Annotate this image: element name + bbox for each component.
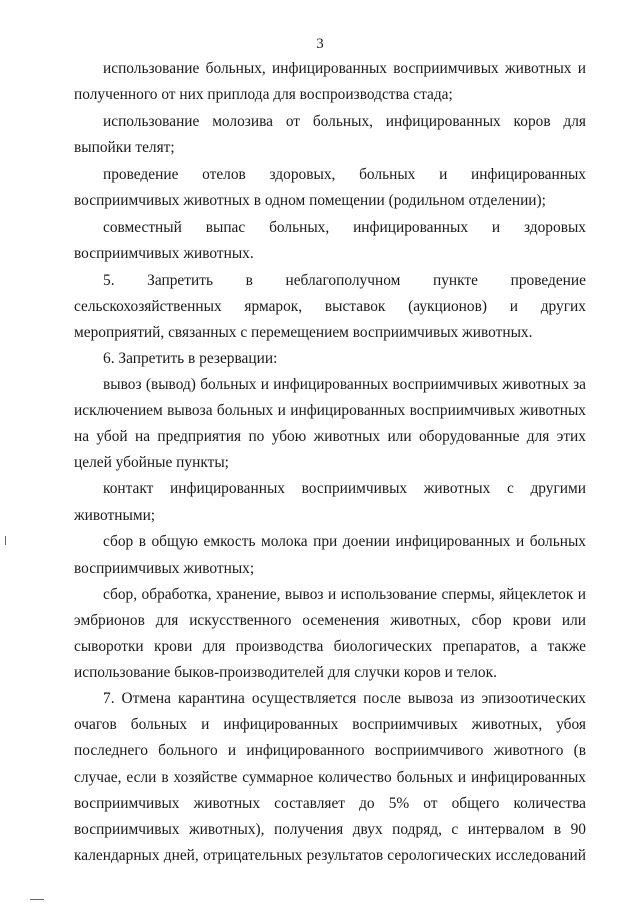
text-line: животными; — [74, 507, 156, 524]
text-line: календарных дней, отрицательных результатов серологических исследований — [74, 847, 586, 864]
text-line: восприимчивых животных составляет до 5% от общего количества — [74, 795, 586, 812]
text-line: 7. Отмена карантина осуществляется после вывоза из эпизоотических — [103, 690, 586, 707]
text-line: исключением вывоза больных и инфицированных восприимчивых животных — [74, 402, 586, 419]
text-line: полученного от них приплода для воспроизводства стада; — [74, 86, 453, 103]
text-line: эмбрионов для искусственного осеменения животных, сбор крови или — [74, 612, 586, 629]
text-line: использование больных, инфицированных восприимчивых животных и — [103, 60, 586, 77]
text-line: на убой на предприятия по убою животных или оборудованные для этих — [74, 428, 586, 445]
text-line: 5. Запретить в неблагополучном пункте проведение — [103, 272, 586, 289]
text-line: использование молозива от больных, инфицированных коров для — [103, 113, 586, 130]
text-line: восприимчивых животных), получения двух подряд, с интервалом в 90 — [74, 821, 586, 838]
text-line: очагов больных и инфицированных восприимчивых животных, убоя — [74, 716, 586, 733]
scan-mark-bottom — [30, 899, 44, 900]
text-line: контакт инфицированных восприимчивых животных с другими — [103, 480, 586, 497]
text-line: восприимчивых животных; — [74, 560, 255, 577]
text-line: мероприятий, связанных с перемещением восприимчивых животных. — [74, 324, 533, 341]
text-line: сельскохозяйственных ярмарок, выставок (аукционов) и других — [74, 298, 586, 315]
text-line: 6. Запретить в резервации: — [103, 350, 278, 367]
text-line: совместный выпас больных, инфицированных и здоровых — [103, 219, 586, 236]
text-line: целей убойные пункты; — [74, 454, 229, 471]
text-line: случае, если в хозяйстве суммарное количество больных и инфицированных — [74, 769, 586, 786]
page-number: 3 — [316, 36, 324, 52]
scan-mark-left — [5, 536, 6, 545]
text-line: восприимчивых животных. — [74, 245, 254, 262]
text-line: сыворотки крови для производства биологических препаратов, а также — [74, 638, 586, 655]
text-line: восприимчивых животных в одном помещении (родильном отделении); — [74, 192, 546, 209]
text-line: использование быков-производителей для случки коров и телок. — [74, 664, 497, 681]
text-line: последнего больного и инфицированного восприимчивого животного (в — [74, 742, 586, 759]
text-line: сбор в общую емкость молока при доении инфицированных и больных — [103, 533, 586, 550]
text-line: проведение отелов здоровых, больных и инфицированных — [103, 166, 586, 183]
text-line: сбор, обработка, хранение, вывоз и использование спермы, яйцеклеток и — [103, 586, 586, 603]
text-line: выпойки телят; — [74, 139, 175, 156]
text-line: вывоз (вывод) больных и инфицированных восприимчивых животных за — [103, 376, 586, 393]
